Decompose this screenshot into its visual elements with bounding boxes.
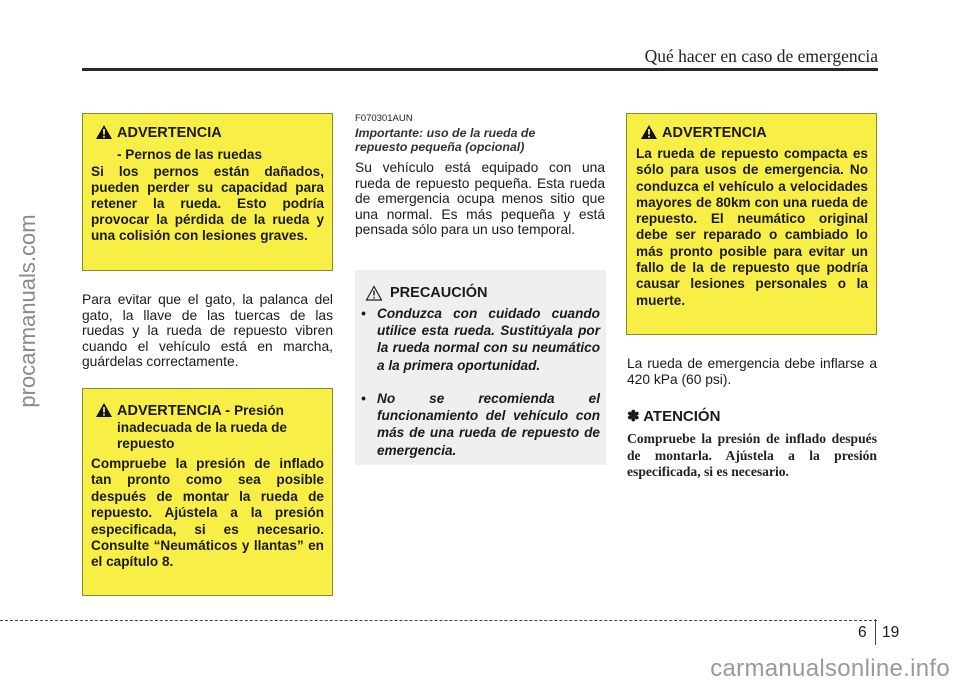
warning-subtitle-line2: inadecuada de la rueda de [117, 420, 287, 435]
warning-text: La rueda de repuesto compacta es sólo para usos de emergencia. No conduzca el vehículo a velocidades mayores de 80km con una rueda de repuesto. El neumático original debe ser reparado o cambiado lo más pronto posible para evitar un fallo de la de repuesto que podría causar lesiones personales o la muerte. [636, 146, 868, 308]
warning-text: Compruebe la presión de inflado tan pronto como sea posible después de montar la rueda de repuesto. Ajústela a la presión especificada, si es necesario. Consulte “Neumáticos y llantas” en el capítulo 8. [91, 456, 324, 570]
attention-text: Compruebe la presión de inflado después de montarla. Ajústela a la presión especificada, si es necesario. [627, 431, 877, 479]
warning-subtitle: - Pernos de las ruedas [117, 147, 263, 162]
warning-box-wheel-bolts [82, 113, 333, 271]
caution-bullet-marker: • [361, 391, 366, 406]
warning-title [117, 403, 284, 419]
warning-box-compact-spare [626, 113, 877, 335]
footer-rule [0, 620, 877, 621]
warning-box-spare-pressure [82, 388, 333, 596]
side-watermark-text: procarmanuals.com [15, 214, 40, 408]
paragraph-inflate-pressure: La rueda de emergencia debe inflarse a 420 kPa (60 psi). [627, 356, 877, 387]
warning-triangle-icon [95, 124, 113, 140]
attention-asterisk-icon: ✽ [627, 408, 640, 425]
warning-triangle-icon [640, 124, 658, 140]
caution-bullet-2: No se recomienda el funcionamiento del vehículo con más de una rueda de repuesto de emergencia. [377, 391, 600, 458]
paragraph-store-tools: Para evitar que el gato, la palanca del gato, la llave de las tuercas de las ruedas y la rueda de repuesto vibren cuando el vehículo está en marcha, guárdelas correctamente. [82, 292, 333, 370]
warning-subtitle-line3: repuesto [117, 436, 175, 451]
caution-triangle-icon [365, 285, 383, 301]
warning-title-main: ADVERTENCIA - [117, 403, 235, 419]
warning-title-suffix: Presión [234, 403, 284, 418]
section-code: F070301AUN [355, 113, 413, 124]
footer-divider [875, 619, 876, 645]
page-number: 19 [882, 624, 900, 641]
caution-bullet-1: Conduzca con cuidado cuando utilice esta rueda. Sustitúyala por la rueda normal con su neumático a la primera oportunidad. [377, 306, 600, 373]
caution-title: PRECAUCIÓN [390, 285, 488, 301]
header-rule [82, 68, 878, 71]
paragraph-spare-wheel: Su vehículo está equipado con una rueda de repuesto pequeña. Esta rueda de emergencia ocupa menos sitio que una normal. Es más pequeña y está pensada sólo para un uso temporal. [355, 160, 605, 238]
page-header-title: Qué hacer en caso de emergencia [644, 46, 878, 66]
warning-triangle-icon [95, 402, 113, 418]
chapter-number: 6 [858, 624, 867, 641]
attention-title [627, 407, 720, 425]
warning-title: ADVERTENCIA [662, 125, 767, 141]
section-subtitle: Importante: uso de la rueda de repuesto pequeña (opcional) [355, 126, 536, 154]
warning-title: ADVERTENCIA [117, 125, 222, 141]
caution-bullet-marker: • [361, 306, 366, 321]
caution-box [355, 270, 606, 465]
bottom-watermark: carmanualsonline.info [710, 655, 950, 682]
warning-text: Si los pernos están dañados, pueden perder su capacidad para retener la rueda. Esto podría provocar la pérdida de la rueda y una colisión con lesiones graves. [91, 164, 324, 243]
attention-title-text: ATENCIÓN [643, 408, 721, 425]
